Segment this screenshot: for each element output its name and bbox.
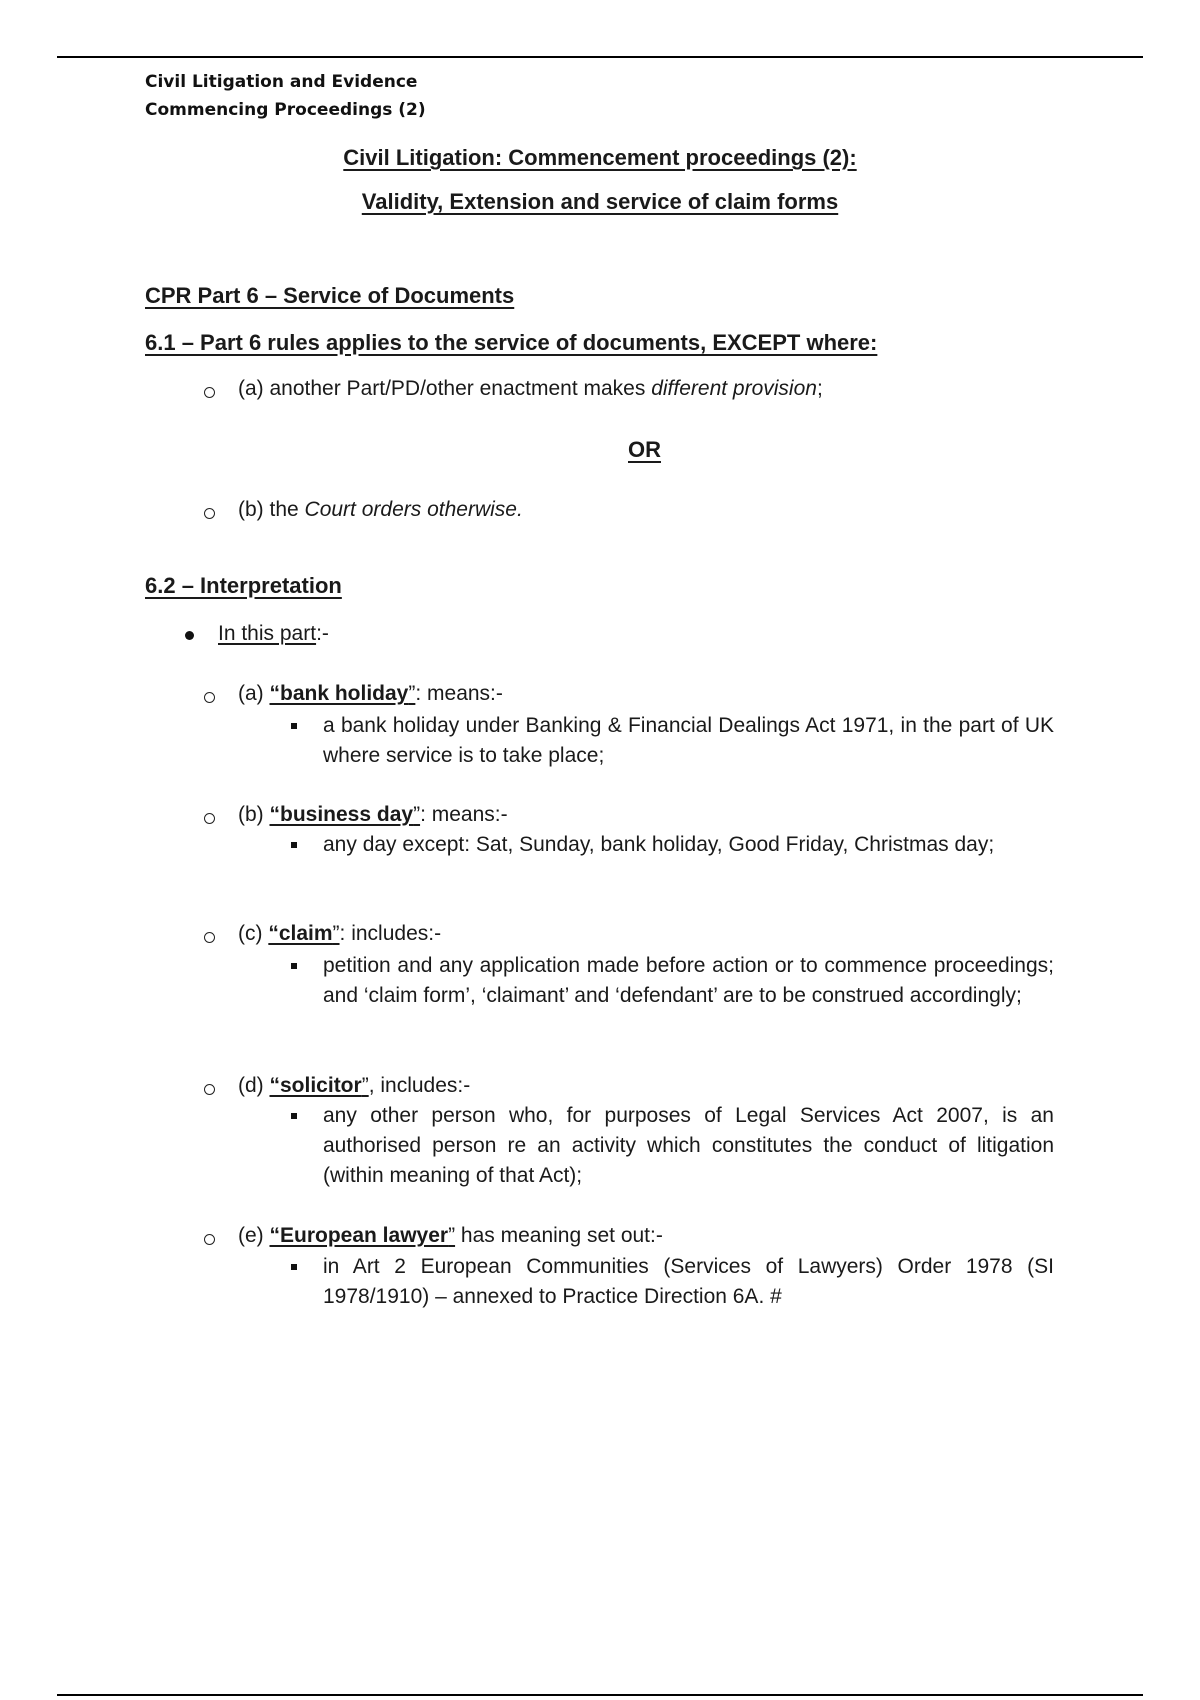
definition-business-day-text: any day except: Sat, Sunday, bank holiday, Good Friday, Christmas day;: [323, 833, 995, 856]
square-bullet-icon: [291, 1113, 297, 1119]
hollow-bullet-icon: [204, 508, 215, 519]
rule-6-1-item-a: (a) another Part/PD/other enactment makes different provision;: [238, 377, 823, 400]
hollow-bullet-icon: [204, 1234, 215, 1245]
definition-claim: (c) “claim”: includes:-: [238, 922, 442, 945]
hollow-bullet-icon: [204, 813, 215, 824]
document-subtitle: Validity, Extension and service of claim forms: [361, 189, 839, 214]
definition-solicitor: (d) “solicitor”, includes:-: [238, 1074, 471, 1097]
rule-6-2-heading: 6.2 – Interpretation: [145, 573, 342, 598]
rule-6-1-heading: 6.1 – Part 6 rules applies to the service of documents, EXCEPT where:: [145, 330, 878, 355]
hollow-bullet-icon: [204, 387, 215, 398]
definition-business-day: (b) “business day”: means:-: [238, 803, 508, 826]
rule-6-1-item-b: (b) the Court orders otherwise.: [238, 498, 523, 521]
header-course: Civil Litigation and Evidence: [145, 72, 418, 92]
definition-claim-text: petition and any application made before action or to commence proceedings; and ‘claim form’, ‘claimant’ and ‘defendant’ are to be construed accordingly;: [323, 954, 1054, 1007]
part6-heading: CPR Part 6 – Service of Documents: [145, 283, 515, 308]
square-bullet-icon: [291, 963, 297, 969]
bottom-rule: [57, 1694, 1143, 1696]
hollow-bullet-icon: [204, 1084, 215, 1095]
interpretation-intro: In this part:-: [218, 622, 329, 645]
round-bullet-icon: [185, 631, 194, 640]
or-separator: OR: [628, 437, 661, 462]
top-rule: [57, 56, 1143, 58]
hollow-bullet-icon: [204, 932, 215, 943]
square-bullet-icon: [291, 842, 297, 848]
definition-bank-holiday-text: a bank holiday under Banking & Financial Dealings Act 1971, in the part of UK where service is to take place;: [323, 714, 1054, 767]
definition-bank-holiday: (a) “bank holiday”: means:-: [238, 682, 503, 705]
square-bullet-icon: [291, 1264, 297, 1270]
hollow-bullet-icon: [204, 692, 215, 703]
definition-solicitor-text: any other person who, for purposes of Legal Services Act 2007, is an authorised person re an activity which constitutes the conduct of litigation (within meaning of that Act);: [323, 1104, 1054, 1187]
header-topic: Commencing Proceedings (2): [145, 100, 426, 120]
document-title: Civil Litigation: Commencement proceedings (2):: [343, 145, 857, 170]
square-bullet-icon: [291, 723, 297, 729]
definition-european-lawyer-text: in Art 2 European Communities (Services of Lawyers) Order 1978 (SI 1978/1910) – annexed to Practice Direction 6A. #: [323, 1255, 1054, 1308]
definition-european-lawyer: (e) “European lawyer” has meaning set out:-: [238, 1224, 663, 1247]
